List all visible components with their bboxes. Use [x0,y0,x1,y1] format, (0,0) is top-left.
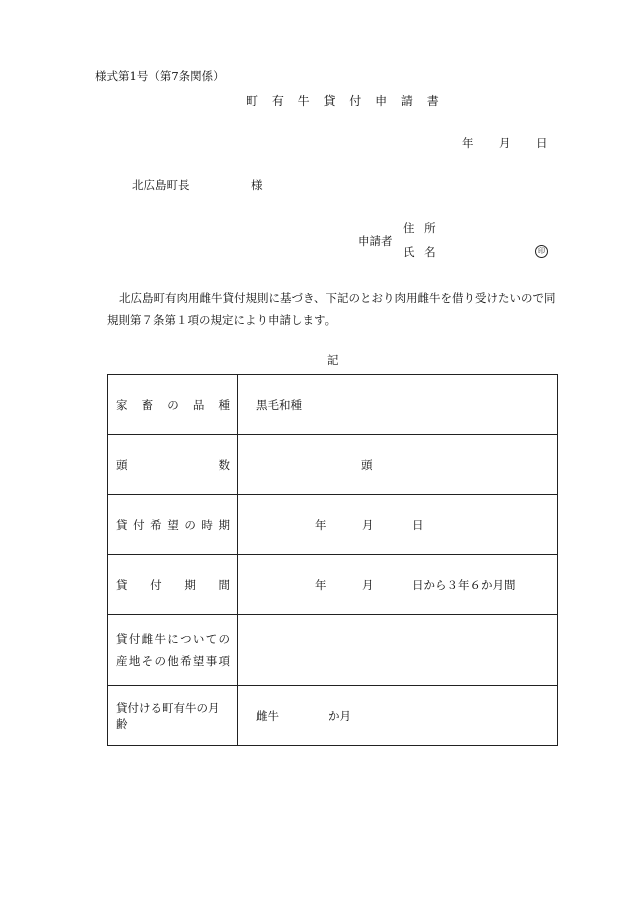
age-unit: か月 [328,708,351,723]
label-char: 付 [150,577,162,592]
form-number: 様式第1号（第7条関係） [95,69,225,83]
applicant-label: 申請者 [358,234,393,248]
label-char: い [192,632,205,646]
label-char: 項 [218,654,230,668]
label-char: 貸 [116,517,128,532]
wish-cell[interactable] [238,615,558,686]
date-day: 日 [536,136,548,150]
count-cell[interactable] [238,435,558,495]
row-label [108,435,238,495]
label-char: 畜 [141,397,154,412]
addressee-honorific: 様 [251,178,263,192]
breed-value[interactable]: 黒毛和種 [238,375,558,435]
spread-label-period [116,577,230,593]
row-label [108,555,238,615]
period-year: 年 [315,577,327,592]
spread-label-wish1 [116,628,230,650]
row-label [108,495,238,555]
label-char: の [167,397,179,412]
body-line-2: 規則第７条第１項の規定により申請します。 [107,313,337,327]
label-char: 数 [218,457,230,472]
period-cell[interactable] [238,555,558,615]
spread-label-timing [116,517,230,533]
age-prefix: 雌牛 [256,708,279,723]
name-label: 氏 名 [403,245,436,259]
label-char: 間 [218,577,230,592]
timing-year: 年 [315,517,327,532]
label-char: の [154,654,166,668]
label-char: の [184,517,196,532]
table-row [108,686,558,746]
label-char: 家 [116,397,128,412]
ki-heading: 記 [327,353,339,367]
label-char: 期 [184,577,196,592]
date-month: 月 [499,136,511,150]
seal-mark: 印 [535,245,548,258]
label-char: 頭 [116,457,128,472]
age-cell[interactable] [238,686,558,746]
table-row [108,615,558,686]
label-char: 雌 [141,632,154,646]
label-char: 他 [167,654,179,668]
spread-label-breed [116,397,230,413]
timing-day: 日 [412,517,424,532]
spread-label-count [116,457,230,473]
count-unit: 頭 [361,457,373,472]
label-char: 品 [192,397,205,412]
label-char: 貸 [116,577,128,592]
spread-label-wish2 [116,650,230,672]
label-char: 希 [180,654,192,668]
period-suffix: 日から３年６か月間 [412,577,516,592]
label-char: 望 [192,654,205,668]
label-char: 貸 [116,632,128,646]
table-row [108,495,558,555]
label-char: て [205,632,218,646]
label-char: 産 [116,654,128,668]
table-row [108,375,558,435]
table-row [108,435,558,495]
label-char: そ [141,654,154,668]
timing-cell[interactable] [238,495,558,555]
page-title: 町 有 牛 貸 付 申 請 書 [246,94,439,108]
label-char: の [218,632,230,646]
table-row [108,555,558,615]
label-char: 地 [128,654,141,668]
label-char: 時 [201,517,213,532]
label-char: 種 [218,397,230,412]
row-label [108,375,238,435]
row-label [108,615,238,686]
label-char: 望 [167,517,179,532]
addressee-name: 北広島町長 [132,178,190,192]
application-table [107,374,558,746]
label-char: に [167,632,179,646]
body-line-1: 北広島町有肉用雌牛貸付規則に基づき、下記のとおり肉用雌牛を借り受けたいので同 [119,291,556,305]
address-label: 住 所 [403,221,436,235]
label-char: 希 [150,517,162,532]
label-char: 付 [133,517,145,532]
label-char: つ [180,632,192,646]
timing-month: 月 [362,517,374,532]
age-label: 貸付ける町有牛の月齢 [108,686,238,746]
date-year: 年 [462,136,474,150]
label-char: 期 [218,517,230,532]
label-char: 付 [128,632,141,646]
label-char: 牛 [154,632,166,646]
period-month: 月 [362,577,374,592]
label-char: 事 [205,654,218,668]
